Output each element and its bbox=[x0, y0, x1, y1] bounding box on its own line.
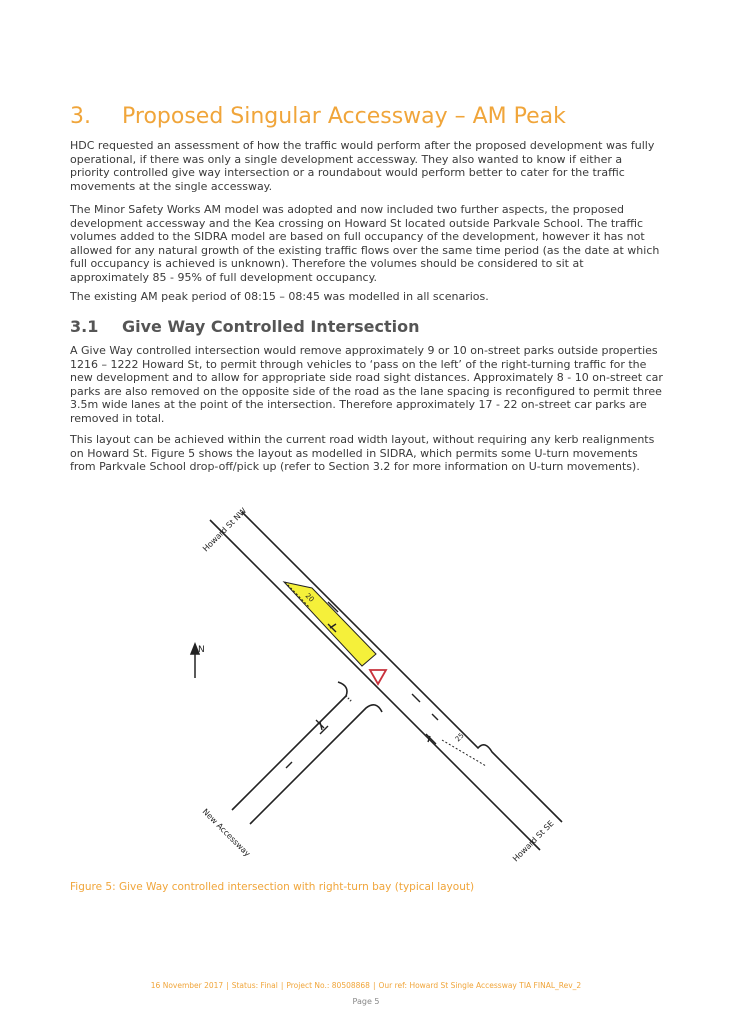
north-label: N bbox=[198, 645, 205, 655]
howard-kerb-north bbox=[210, 520, 540, 850]
paragraph-peak-period: The existing AM peak period of 08:15 – 08:45 was modelled in all scenarios. bbox=[70, 290, 489, 303]
paragraph-intro: HDC requested an assessment of how the traffic would perform after the proposed development was fully operational, if there was only a single development accessway. They also wanted to know if either a priority controlled give way intersection or a roundabout would perform better to cater for the traffic movements at the single accessway. bbox=[70, 139, 655, 193]
section-number: 3. bbox=[70, 104, 91, 129]
subsection-heading bbox=[70, 317, 419, 336]
howard-se-label: Howard St SE bbox=[511, 818, 556, 864]
footer-status: Status: Final bbox=[231, 981, 278, 990]
bay-length-label: 20 bbox=[303, 591, 316, 604]
intersection-diagram bbox=[160, 490, 600, 875]
subsection-title: Give Way Controlled Intersection bbox=[122, 317, 420, 336]
section-heading bbox=[70, 104, 566, 129]
howard-kerb-south bbox=[242, 512, 562, 822]
subsection-number: 3.1 bbox=[70, 317, 99, 336]
new-accessway-label: New Accessway bbox=[200, 807, 252, 859]
paragraph-model: The Minor Safety Works AM model was adopted and now included two further aspects, the proposed development accessway and the Kea crossing on Howard St located outside Parkvale School. The traffic volumes added to the SIDRA model are based on full occupancy of the development, however it has not allowed for any natural growth of the existing traffic flows over the same time period (as the date at which full occupancy is achieved is unknown). Therefore the volumes should be considered to sit at approximately 85 - 95% of full development occupancy. bbox=[70, 203, 660, 284]
arrow-howard-se bbox=[426, 734, 436, 744]
howard-nw-label: Howard St NW bbox=[201, 506, 249, 554]
figure-caption: Figure 5: Give Way controlled intersection with right-turn bay (typical layout) bbox=[70, 881, 475, 893]
accessway-kerb-east bbox=[250, 705, 382, 824]
page-number: Page 5 bbox=[352, 997, 380, 1006]
footer-project: Project No.: 80508868 bbox=[286, 981, 370, 990]
page-footer: 16 November 2017 | Status: Final | Project No.: 80508868 | Our ref: Howard St Single Accessway TIA FINAL_Rev_2 bbox=[150, 981, 582, 990]
accessway-kerb-west bbox=[232, 682, 347, 810]
section-title: Proposed Singular Accessway – AM Peak bbox=[122, 104, 566, 129]
taper-length-label: 25 bbox=[453, 731, 466, 744]
footer-ref: Our ref: Howard St Single Accessway TIA FINAL_Rev_2 bbox=[378, 981, 582, 990]
paragraph-layout: This layout can be achieved within the current road width layout, without requiring any kerb realignments on Howard St. Figure 5 shows the layout as modelled in SIDRA, which permits some U-turn movements from Parkvale School drop-off/pick up (refer to Section 3.2 for more information on U-turn movements). bbox=[70, 433, 655, 473]
footer-date: 16 November 2017 bbox=[150, 981, 224, 990]
paragraph-give-way: A Give Way controlled intersection would remove approximately 9 or 10 on-street parks outside properties 1216 – 1222 Howard St, to permit through vehicles to ‘pass on the left’ of the right-turning traffic for the new development and to allow for appropriate side road sight distances. Approximately 8 - 10 on-street car parks are also removed on the opposite side of the road as the lane spacing is reconfigured to permit three 3.5m wide lanes at the point of the intersection. Therefore approximately 17 - 22 on-street car parks are removed in total. bbox=[70, 344, 663, 425]
